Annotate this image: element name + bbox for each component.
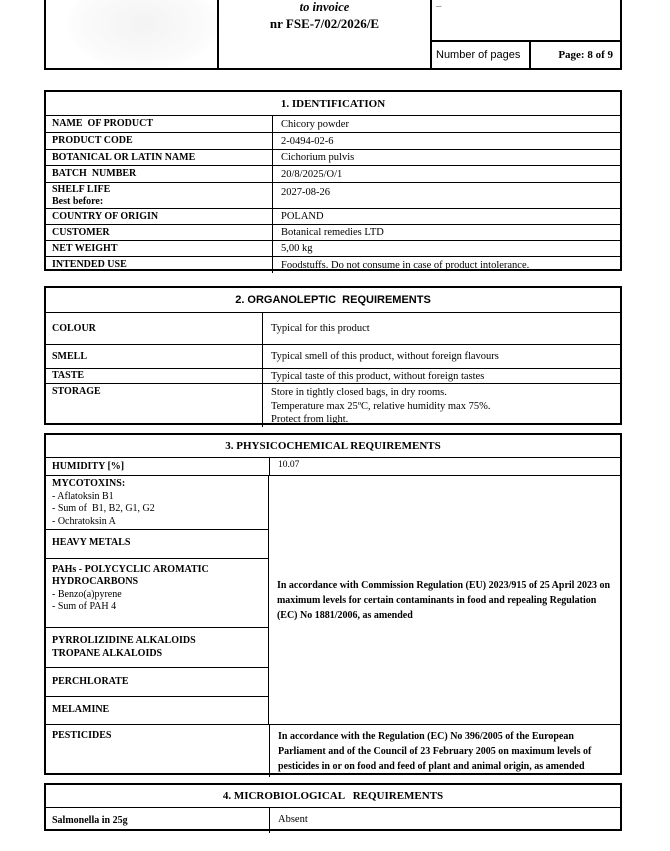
microbiological-table bbox=[44, 783, 622, 831]
table-row bbox=[46, 807, 620, 833]
table-row bbox=[46, 208, 620, 224]
table-row bbox=[46, 368, 620, 383]
table-row bbox=[46, 344, 620, 368]
corner-dash: – bbox=[436, 0, 442, 12]
logo-watermark bbox=[68, 0, 218, 68]
humidity-row bbox=[46, 457, 620, 475]
row-label: BOTANICAL OR LATIN NAME bbox=[46, 150, 273, 165]
logo-cell bbox=[46, 0, 219, 68]
row-label: NAME OF PRODUCT bbox=[46, 116, 273, 132]
header-table bbox=[44, 0, 622, 70]
row-value: Store in tightly closed bags, in dry rooms. Temperature max 25ºC, relative humidity max 75%. Protect from light. bbox=[271, 387, 491, 425]
page-indicator: Page: 8 of 9 bbox=[558, 49, 613, 61]
invoice-ref-line1: to invoice bbox=[299, 0, 350, 14]
row-label: CUSTOMER bbox=[46, 225, 273, 240]
section1-title: 1. IDENTIFICATION bbox=[280, 97, 386, 110]
row-value: 2027-08-26 bbox=[281, 187, 330, 198]
contaminants-regulation-note: In accordance with Commission Regulation (EU) 2023/915 of 25 April 2023 on maximum levels for certain contaminants in food and repealing Regulation (EC) No 1881/2006, as amended bbox=[276, 579, 610, 621]
row-label: INTENDED USE bbox=[46, 257, 273, 273]
table-row bbox=[46, 224, 620, 240]
row-label: COLOUR bbox=[46, 313, 263, 344]
table-row bbox=[46, 149, 620, 165]
row-value: Cichorium pulvis bbox=[281, 152, 355, 163]
table-row bbox=[46, 256, 620, 273]
row-value: 10.07 bbox=[278, 460, 300, 470]
row-label: NET WEIGHT bbox=[46, 241, 273, 256]
identification-table bbox=[44, 90, 622, 271]
parameter-perchlorate: PERCHLORATE bbox=[46, 667, 268, 696]
row-label: STORAGE bbox=[46, 384, 263, 427]
invoice-ref-line2: nr FSE-7/02/2026/E bbox=[269, 16, 380, 31]
row-value: 2-0494-02-6 bbox=[281, 135, 334, 147]
parameter-pyrrolizidine-tropane: PYRROLIZIDINE ALKALOIDS TROPANE ALKALOIDS bbox=[46, 627, 268, 667]
row-value: POLAND bbox=[281, 211, 324, 222]
number-of-pages-label: Number of pages bbox=[432, 42, 531, 68]
row-value: Typical for this product bbox=[271, 323, 370, 334]
row-value: Foodstuffs. Do not consume in case of product intolerance. bbox=[281, 259, 530, 271]
section2-title: 2. ORGANOLEPTIC REQUIREMENTS bbox=[235, 294, 431, 306]
row-label: PESTICIDES bbox=[46, 725, 270, 777]
row-label: HUMIDITY [%] bbox=[46, 458, 270, 475]
page-info-cell bbox=[432, 0, 620, 68]
page-info-row bbox=[432, 40, 620, 68]
row-label: TASTE bbox=[46, 369, 263, 383]
row-label: PRODUCT CODE bbox=[46, 133, 273, 149]
row-value: Typical smell of this product, without foreign flavours bbox=[271, 351, 499, 362]
row-label: BATCH NUMBER bbox=[46, 166, 273, 182]
section3-title: 3. PHYSICOCHEMICAL REQUIREMENTS bbox=[225, 440, 441, 452]
row-label: COUNTRY OF ORIGIN bbox=[46, 209, 273, 224]
row-value: 5,00 kg bbox=[281, 243, 313, 254]
table-row bbox=[46, 240, 620, 256]
physicochemical-table bbox=[44, 433, 622, 775]
table-row bbox=[46, 132, 620, 149]
contaminants-parameters bbox=[46, 476, 269, 724]
table-row bbox=[46, 165, 620, 182]
table-row bbox=[46, 115, 620, 132]
parameter-pahs: PAHs - POLYCYCLIC AROMATIC HYDROCARBONS - Benzo(a)pyrene - Sum of PAH 4 bbox=[46, 558, 268, 628]
invoice-ref-cell bbox=[219, 0, 432, 68]
contaminants-block bbox=[46, 475, 620, 724]
organoleptic-table bbox=[44, 286, 622, 425]
section4-title: 4. MICROBIOLOGICAL REQUIREMENTS bbox=[222, 790, 444, 802]
row-value: 20/8/2025/O/1 bbox=[281, 168, 343, 180]
row-value: Chicory powder bbox=[281, 118, 349, 130]
table-row bbox=[46, 312, 620, 344]
row-label: SHELF LIFE Best before: bbox=[46, 183, 273, 208]
table-row bbox=[46, 383, 620, 427]
row-label: SMELL bbox=[46, 345, 263, 368]
row-value: Typical taste of this product, without foreign tastes bbox=[271, 370, 485, 382]
parameter-melamine: MELAMINE bbox=[46, 696, 268, 724]
row-label: Salmonella in 25g bbox=[46, 808, 270, 833]
pesticides-row bbox=[46, 724, 620, 777]
parameter-heavy-metals: HEAVY METALS bbox=[46, 529, 268, 558]
row-value: Absent bbox=[278, 814, 308, 825]
parameter-mycotoxins: MYCOTOXINS: - Aflatoksin B1 - Sum of B1, B2, G1, G2 - Ochratoksin A bbox=[52, 478, 155, 527]
row-value: Botanical remedies LTD bbox=[281, 227, 384, 238]
table-row bbox=[46, 182, 620, 208]
pesticides-regulation-note: In accordance with the Regulation (EC) No 396/2005 of the European Parliament and of the Council of 23 February 2005 on maximum levels of pesticides in or on food and feed of plant and animal origin, as amended bbox=[278, 731, 592, 772]
